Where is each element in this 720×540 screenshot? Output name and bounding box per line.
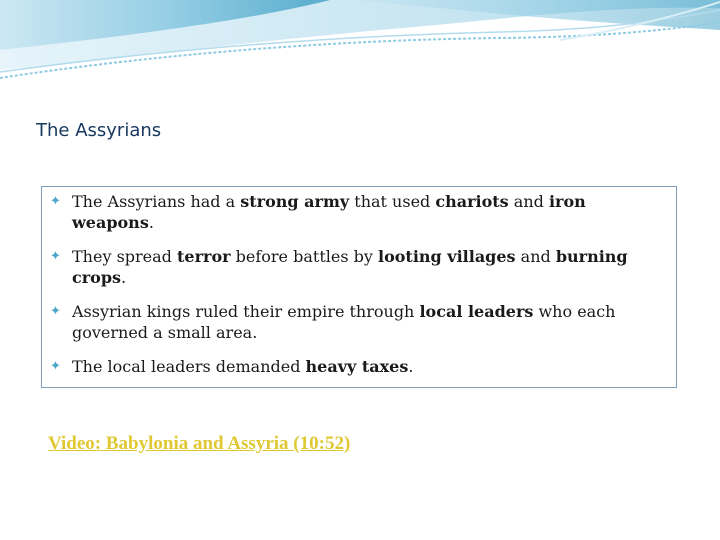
header-swoosh-decoration	[0, 0, 720, 95]
bullet-emphasis: looting villages	[378, 247, 516, 266]
bullet-segment: .	[121, 268, 127, 287]
bullet-segment: Assyrian kings ruled their empire through	[72, 302, 420, 321]
bullet-content-box	[41, 186, 677, 388]
bullet-item	[50, 356, 670, 377]
bullet-emphasis: local leaders	[419, 302, 534, 321]
bullet-item	[50, 191, 670, 233]
bullet-segment: The local leaders demanded	[72, 357, 306, 376]
bullet-marker-icon: ✦	[50, 359, 61, 374]
bullet-emphasis: chariots	[435, 192, 509, 211]
bullet-marker-icon: ✦	[50, 249, 61, 264]
bullet-text	[50, 191, 670, 233]
bullet-emphasis: heavy taxes	[305, 357, 409, 376]
bullet-emphasis: terror	[177, 247, 231, 266]
bullet-segment: The Assyrians had a	[72, 192, 241, 211]
bullet-segment: .	[408, 357, 414, 376]
bullet-item	[50, 246, 670, 288]
bullet-emphasis: iron weapons	[72, 192, 586, 232]
bullet-segment: They spread	[72, 247, 178, 266]
bullet-segment: .	[148, 213, 154, 232]
bullet-segment: and	[508, 192, 549, 211]
bullet-marker-icon: ✦	[50, 304, 61, 319]
bullet-segment: who each governed a small area.	[72, 302, 616, 342]
bullet-segment: and	[515, 247, 556, 266]
slide-title: The Assyrians	[36, 120, 162, 141]
bullet-segment: that used	[349, 192, 436, 211]
bullet-emphasis: burning crops	[72, 247, 628, 287]
bullet-text	[50, 356, 670, 377]
swoosh-graphic	[0, 0, 720, 95]
bullet-item	[50, 301, 670, 343]
bullet-marker-icon: ✦	[50, 194, 61, 209]
video-link[interactable]: Video: Babylonia and Assyria (10:52)	[48, 433, 351, 454]
bullet-text	[50, 301, 670, 343]
bullet-text	[50, 246, 670, 288]
bullet-emphasis: strong army	[240, 192, 350, 211]
bullet-segment: before battles by	[230, 247, 378, 266]
